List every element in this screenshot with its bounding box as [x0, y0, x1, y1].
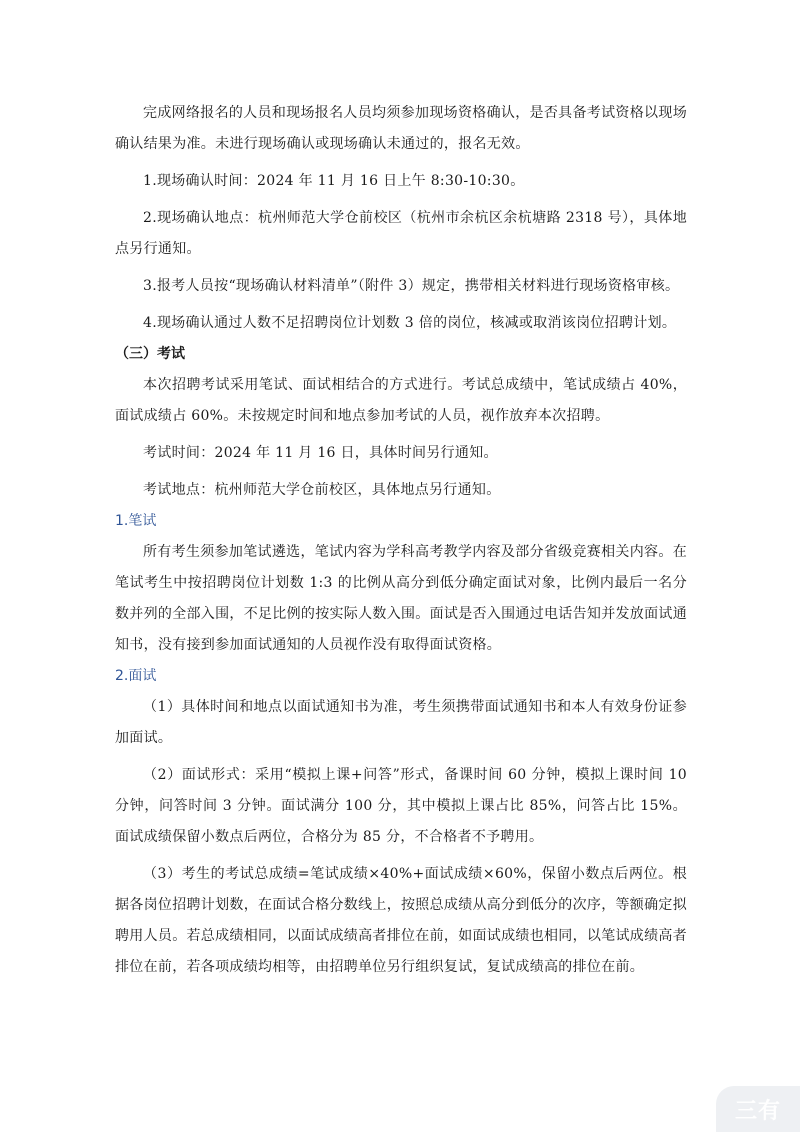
watermark-text: 三有 — [734, 1098, 781, 1124]
interview-heading: 2.面试 — [115, 668, 157, 684]
exam-intro-paragraph: 本次招聘考试采用笔试、面试相结合的方式进行。考试总成绩中，笔试成绩占 40%，面试成绩占 60%。未按规定时间和地点参加考试的人员，视作放弃本次招聘。 — [115, 377, 687, 424]
written-exam-heading: 1.笔试 — [115, 513, 157, 529]
exam-section-heading: （三）考试 — [115, 346, 185, 362]
confirmation-intro-paragraph: 完成网络报名的人员和现场报名人员均须参加现场资格确认，是否具备考试资格以现场确认结果为准。未进行现场确认或现场确认未通过的，报名无效。 — [115, 105, 687, 152]
watermark-logo — [716, 1086, 800, 1132]
confirmation-place-item: 2.现场确认地点：杭州师范大学仓前校区（杭州市余杭区余杭塘路 2318 号），具体地点另行通知。 — [115, 210, 687, 257]
document-body — [115, 98, 687, 983]
written-exam-paragraph: 所有考生须参加笔试遴选，笔试内容为学科高考教学内容及部分省级竞赛相关内容。在笔试考生中按招聘岗位计划数 1:3 的比例从高分到低分确定面试对象，比例内最后一名分数并列的全部入围，不足比例的按实际人数入围。面试是否入围通过电话告知并发放面试通知书，没有接到参加面试通知的人员视作没有取得面试资格。 — [115, 544, 687, 653]
interview-item-2: （2）面试形式：采用“模拟上课+问答”形式，备课时间 60 分钟，模拟上课时间 10 分钟，问答时间 3 分钟。面试满分 100 分，其中模拟上课占比 85%，问答占比 15%。面试成绩保留小数点后两位，合格分为 85 分，不合格者不予聘用。 — [115, 767, 687, 845]
exam-place-paragraph: 考试地点：杭州师范大学仓前校区，具体地点另行通知。 — [143, 482, 501, 498]
confirmation-quota-item: 4.现场确认通过人数不足招聘岗位计划数 3 倍的岗位，核减或取消该岗位招聘计划。 — [143, 315, 677, 331]
interview-item-3: （3）考生的考试总成绩=笔试成绩×40%+面试成绩×60%，保留小数点后两位。根据各岗位招聘计划数，在面试合格分数线上，按照总成绩从高分到低分的次序，等额确定拟聘用人员。若总成绩相同，以面试成绩高者排位在前，如面试成绩也相同，以笔试成绩高者排位在前，若各项成绩均相等，由招聘单位另行组织复试，复试成绩高的排位在前。 — [115, 866, 687, 975]
confirmation-time-item: 1.现场确认时间：2024 年 11 月 16 日上午 8:30-10:30。 — [143, 173, 525, 189]
interview-item-1: （1）具体时间和地点以面试通知书为准，考生须携带面试通知书和本人有效身份证参加面试。 — [115, 699, 687, 746]
exam-time-paragraph: 考试时间：2024 年 11 月 16 日，具体时间另行通知。 — [143, 445, 498, 461]
confirmation-materials-item: 3.报考人员按“现场确认材料清单”（附件 3）规定，携带相关材料进行现场资格审核。 — [143, 278, 680, 294]
